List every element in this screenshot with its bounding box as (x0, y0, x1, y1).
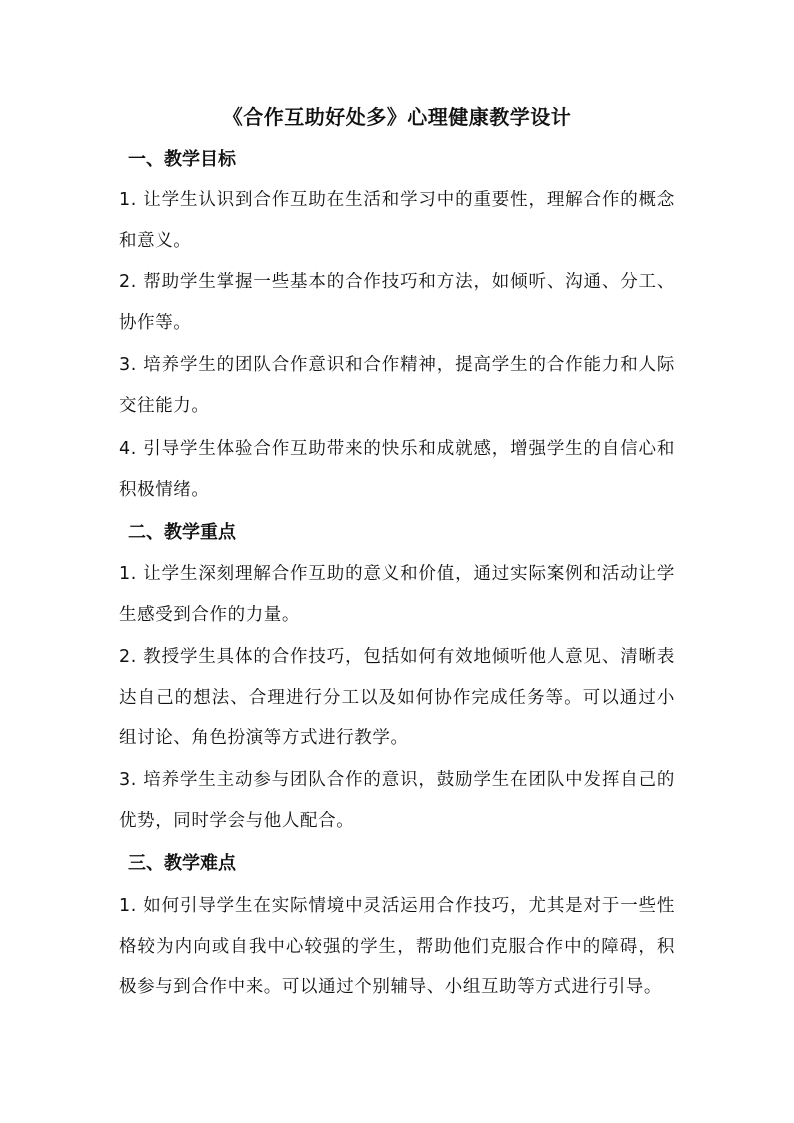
objective-item-4: 4. 引导学生体验合作互助带来的快乐和成就感，增强学生的自信心和积极情绪。 (119, 439, 675, 500)
document-title: 《合作互助好处多》心理健康教学设计 (222, 105, 572, 129)
objective-item-2: 2. 帮助学生掌握一些基本的合作技巧和方法，如倾听、沟通、分工、协作等。 (119, 272, 675, 333)
objective-item-3: 3. 培养学生的团队合作意识和合作精神，提高学生的合作能力和人际交往能力。 (119, 355, 675, 416)
section-heading-difficulties: 三、教学难点 (128, 853, 236, 874)
section-heading-key-points: 二、教学重点 (128, 522, 236, 543)
key-point-item-3: 3. 培养学生主动参与团队合作的意识，鼓励学生在团队中发挥自己的优势，同时学会与他人配合。 (119, 770, 675, 831)
section-heading-objectives: 一、教学目标 (128, 149, 236, 170)
difficulty-item-1: 1. 如何引导学生在实际情境中灵活运用合作技巧，尤其是对于一些性格较为内向或自我中心较强的学生，帮助他们克服合作中的障碍，积极参与到合作中来。可以通过个别辅导、小组互助等方式进行引导。 (119, 896, 675, 997)
objective-item-1: 1. 让学生认识到合作互助在生活和学习中的重要性，理解合作的概念和意义。 (119, 190, 675, 251)
key-point-item-1: 1. 让学生深刻理解合作互助的意义和价值，通过实际案例和活动让学生感受到合作的力量。 (119, 564, 675, 625)
key-point-item-2: 2. 教授学生具体的合作技巧，包括如何有效地倾听他人意见、清晰表达自己的想法、合理进行分工以及如何协作完成任务等。可以通过小组讨论、角色扮演等方式进行教学。 (119, 647, 675, 748)
